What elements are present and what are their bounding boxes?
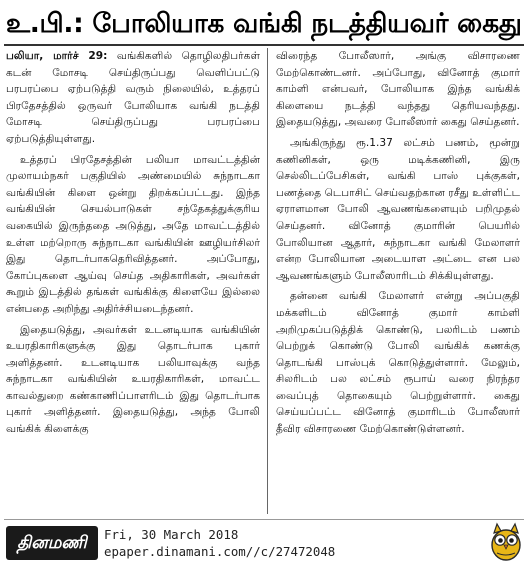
footer-info (104, 526, 404, 560)
paragraph-5: அங்கிருந்து ரூ.1.37 லட்சம் பணம், மூன்று கணினிகள், ஒரு மடிக்கணினி, இரு செல்லிடப்பேசிகள், வங்கி பாஸ் புக்குகள், பணத்தை டெபாசிட் செய்வதற்கான ரசீது உள்ளிட்ட ஏராளமான போலி ஆவணங்களையும் பறிமுதல் செய்தனர். வினோத் குமாரின் பெயரில் போலியான ஆதார், சுந்நாடகா வங்கி மேலாளர் என்ற போலியான அடையாள அட்டை என பல ஆவணங்களும் போலீஸாரிடம் சிக்கியுள்ளது. (276, 136, 520, 282)
paragraph-1-text: வங்கிகளில் தொழிலதிபர்கள் கடன் மோசடி செய்திருப்பது வெளிப்பட்டு பரபரப்பை ஏற்படுத்தி வரும் நிலையில், உத்தரப் பிரதேசத்தில் ஒருவர் போலியாக வங்கி நடத்தி மோசடி செய்திருப்பது பரபரப்பை ஏற்படுத்தியுள்ளது. (6, 50, 260, 145)
paragraph-6: தன்னை வங்கி மேலாளர் என்று அப்பகுதி மக்களிடம் வினோத் குமார் காம்ளி அறிமுகப்படுத்திக் கொண்டு, பலரிடம் பணம் பெற்றுக் கொண்டு போலி வங்கிக் கணக்கு தொடங்கி பாஸ்புக் கொடுத்துள்ளார். மேலும், சிலரிடம் பல லட்சம் ரூபாய் வரை நிரந்தர வைப்புத் தொகையும் பெற்றுள்ளார். கைது செய்யப்பட்ட வினோத் குமாரிடம் போலீஸார் தீவிர விசாரணை மேற்கொண்டுள்ளனர். (276, 290, 520, 436)
owl-mascot-icon (488, 520, 524, 562)
column-separator (267, 48, 268, 514)
headline-rule (4, 44, 524, 46)
dinamani-logo: தினமணி (6, 526, 98, 560)
footer-rule (4, 519, 524, 520)
epaper-link[interactable]: epaper.dinamani.com//c/27472048 (104, 544, 336, 559)
paragraph-3: இதையடுத்து, அவர்கள் உடனடியாக வங்கியின் உயரதிகாரிகளுக்கு இது தொடர்பாக புகார் அளித்தனர். உடனடியாக பலியாவுக்கு வந்த சுந்நாடகா வங்கியின் உயரதிகாரிகள், மாவட்ட காவல்துறை கண்காணிப்பாளரிடம் இது தொடர்பாக புகார் அளித்தனர். இதையடுத்து, அந்த போலி வங்கிக் கிளைக்கு (6, 323, 260, 436)
article-headline: உ.பி.: போலியாக வங்கி நடத்தியவர் கைது (6, 8, 522, 39)
paragraph-2: உத்தரப் பிரதேசத்தின் பலியா மாவட்டத்தின் முலாயம்நகர் பகுதியில் அண்மையில் சுந்நாடகா வங்கியின் கிளை ஒன்று திறக்கப்பட்டது. இந்த வங்கியின் செயல்பாடுகள் சந்தேகத்துக்குரிய வகையில் இருந்ததை அடுத்து, அதே மாவட்டத்தில் உள்ள மற்றொரு சுந்நாடகா வங்கியின் ஊழியர்சிலர் இது தொடர்பாகதெரிவித்தனர். அப்போது, கோப்புகளை ஆய்வு செய்த அதிகாரிகள், அவர்கள் கூறும் இடத்தில் தங்கள் வங்கிக்கு கிளையே இல்லை என்பதை அறிந்து அதிர்ச்சியடைந்தனர். (6, 153, 260, 315)
article-column-right (276, 48, 520, 514)
publication-date: Fri, 30 March 2018 (104, 527, 239, 542)
dateline: பலியா, மார்ச் 29: (6, 50, 108, 62)
article-column-left (6, 48, 260, 514)
paragraph-4: விரைந்த போலீஸார், அங்கு விசாரணை மேற்கொண்டனர். அப்போது, வினோத் குமார் காம்ளி என்பவர், போலியாக இந்த வங்கிக் கிளையை நடத்தி வந்தது தெரியவந்தது. இதையடுத்து, அவரை போலீஸார் கைது செய்தனர். (276, 50, 520, 129)
paragraph-1 (6, 48, 260, 148)
